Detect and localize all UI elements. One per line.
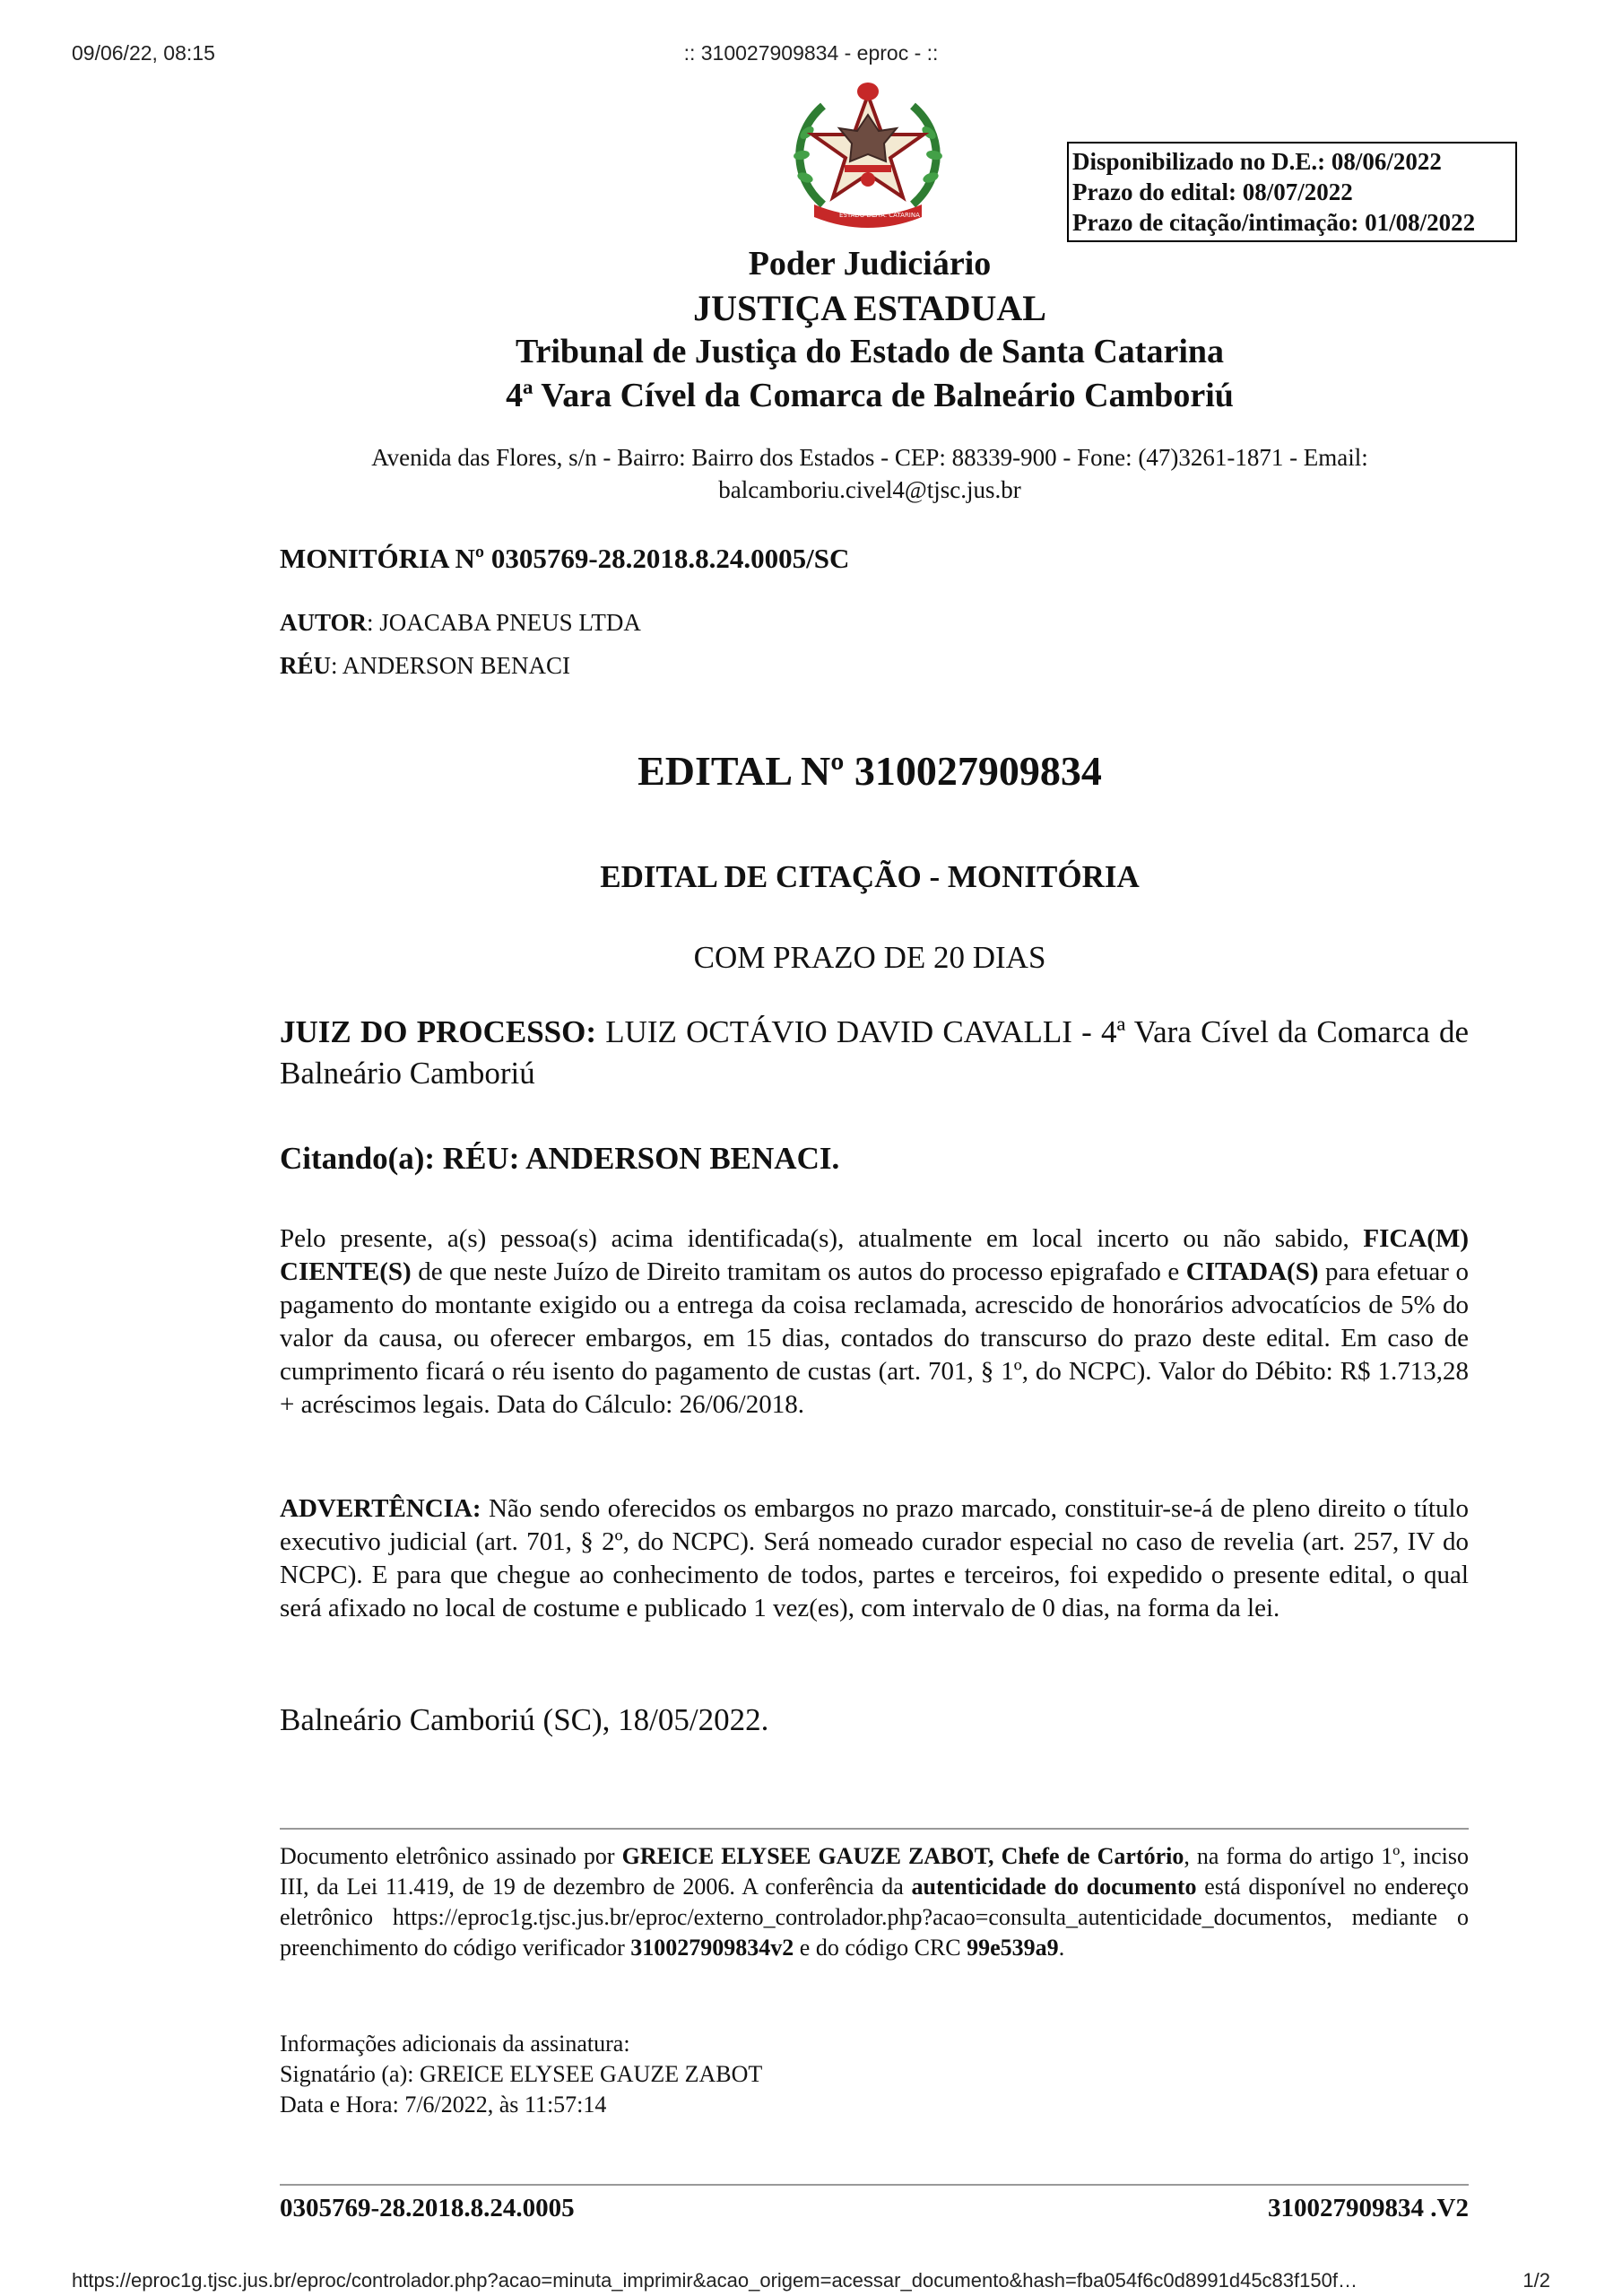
print-url: https://eproc1g.tjsc.jus.br/eproc/controlador.php?acao=minuta_imprimir&acao_origem=acessar_documento&hash=fba054f6c0d8991d45c83f150f… [72,2269,1357,2292]
paragraph-warning [280,1492,1469,1625]
sig-crc-code: 99e539a9 [967,1935,1059,1961]
heading-line-1: Poder Judiciário [748,245,992,283]
sig-signer: GREICE ELYSEE GAUZE ZABOT, Chefe de Cartório [621,1843,1184,1869]
process-number: MONITÓRIA Nº 0305769-28.2018.8.24.0005/SC [280,543,850,574]
p1-text-2: de que neste Juízo de Direito tramitam os autos do processo epigrafado e [411,1257,1186,1286]
judge-label: JUIZ DO PROCESSO: [280,1014,597,1049]
author-line [280,601,641,644]
sig-info-title: Informações adicionais da assinatura: [280,2031,630,2057]
paragraph-citation [280,1222,1469,1422]
sig-info-datetime: Data e Hora: 7/6/2022, às 11:57:14 [280,2092,607,2118]
edital-subtitle: EDITAL DE CITAÇÃO - MONITÓRIA [600,859,1140,894]
heading-line-4: 4ª Vara Cível da Comarca de Balneário Camboriú [506,377,1234,414]
p1-text-3: para efetuar o pagamento do montante exigido ou a entrega da coisa reclamada, acrescido de honorários advocatícios de 5% do valor da causa, ou oferecer embargos, em 15 dias, contados do transcurso do prazo deste edital. Em caso de cumprimento ficará o réu isento do pagamento de custas (art. 701, § 1º, do NCPC). Valor do Débito: R$ 1.713,28 + acréscimos legais. Data do Cálculo: 26/06/2018. [280,1257,1470,1419]
defendant-value: : ANDERSON BENACI [331,652,571,679]
print-datetime: 09/06/22, 08:15 [72,41,215,65]
sig-authenticity: autenticidade do documento [911,1874,1197,1900]
place-date: Balneário Camboriú (SC), 18/05/2022. [280,1702,769,1737]
ribbon-left-text: ESTADO DE [839,212,876,219]
electronic-signature-notice [280,1841,1469,1963]
citation-deadline: Prazo de citação/intimação: 01/08/2022 [1072,209,1476,236]
edital-deadline: Prazo do edital: 08/07/2022 [1072,178,1353,205]
sig-text-2: , na forma do artigo 1º, inciso III, da Lei 11.419, de 19 de dezembro de 2006. A conferência da [280,1843,1469,1900]
print-footer [72,2269,1550,2296]
coat-of-arms-icon [787,79,949,231]
sig-text-4: e do código CRC [794,1935,967,1961]
p1-bold-1: FICA(M) CIENTE(S) [280,1224,1469,1286]
citando-line: Citando(a): RÉU: ANDERSON BENACI. [280,1141,840,1176]
footer-process-number: 0305769-28.2018.8.24.0005 [280,2194,575,2222]
court-address [269,441,1470,506]
edital-title: EDITAL Nº 310027909834 [638,748,1102,794]
sig-text-3: está disponível no endereço eletrônico https://eproc1g.tjsc.jus.br/eproc/externo_controlador.php?acao=consulta_autenticidade_documentos, mediante o preenchimento do código verificador [280,1874,1469,1961]
sig-text-1: Documento eletrônico assinado por [280,1843,622,1869]
footer-divider [280,2184,1469,2186]
p2-bold: ADVERTÊNCIA: [280,1494,481,1523]
footer-document-version: 310027909834 .V2 [1268,2194,1469,2222]
edital-term: COM PRAZO DE 20 DIAS [693,940,1046,975]
sig-text-5: . [1058,1935,1065,1961]
court-heading [269,242,1470,418]
judge-value: LUIZ OCTÁVIO DAVID CAVALLI - 4ª Vara Cível da Comarca de Balneário Camboriú [280,1014,1469,1091]
signature-info [280,2029,762,2120]
sig-info-signer: Signatário (a): GREICE ELYSEE GAUZE ZABOT [280,2061,763,2087]
address-line-2: balcamboriu.civel4@tjsc.jus.br [718,476,1021,503]
signature-divider [280,1828,1469,1830]
heading-line-2: JUSTIÇA ESTADUAL [693,288,1046,328]
ribbon-right-text: STA. CATARINA [873,212,920,219]
sig-verifier-code: 310027909834v2 [630,1935,794,1961]
p1-text-1: Pelo presente, a(s) pessoa(s) acima identificada(s), atualmente em local incerto ou não sabido, [280,1224,1364,1253]
judge-line [280,1012,1469,1094]
defendant-line [280,644,641,687]
publication-dates-box [1067,142,1517,242]
p1-bold-2: CITADA(S) [1185,1257,1319,1286]
print-title: :: 310027909834 - eproc - :: [683,41,939,65]
defendant-label: RÉU [280,652,332,679]
author-value: : JOACABA PNEUS LTDA [367,609,641,636]
print-page-number: 1/2 [1522,2269,1550,2292]
parties [280,601,641,687]
heading-line-3: Tribunal de Justiça do Estado de Santa Catarina [515,333,1225,370]
print-header [72,41,1550,68]
publication-date: Disponibilizado no D.E.: 08/06/2022 [1072,148,1442,175]
author-label: AUTOR [280,609,368,636]
p2-text: Não sendo oferecidos os embargos no prazo marcado, constituir-se-á de pleno direito o título executivo judicial (art. 701, § 2º, do NCPC). Será nomeado curador especial no caso de revelia (art. 257, IV do NCPC). E para que chegue ao conhecimento de todos, partes e terceiros, foi expedido o presente edital, o qual será afixado no local de costume e publicado 1 vez(es), com intervalo de 0 dias, na forma da lei. [280,1494,1469,1622]
address-line-1: Avenida das Flores, s/n - Bairro: Bairro dos Estados - CEP: 88339-900 - Fone: (47)3261-1871 - Email: [371,444,1368,471]
